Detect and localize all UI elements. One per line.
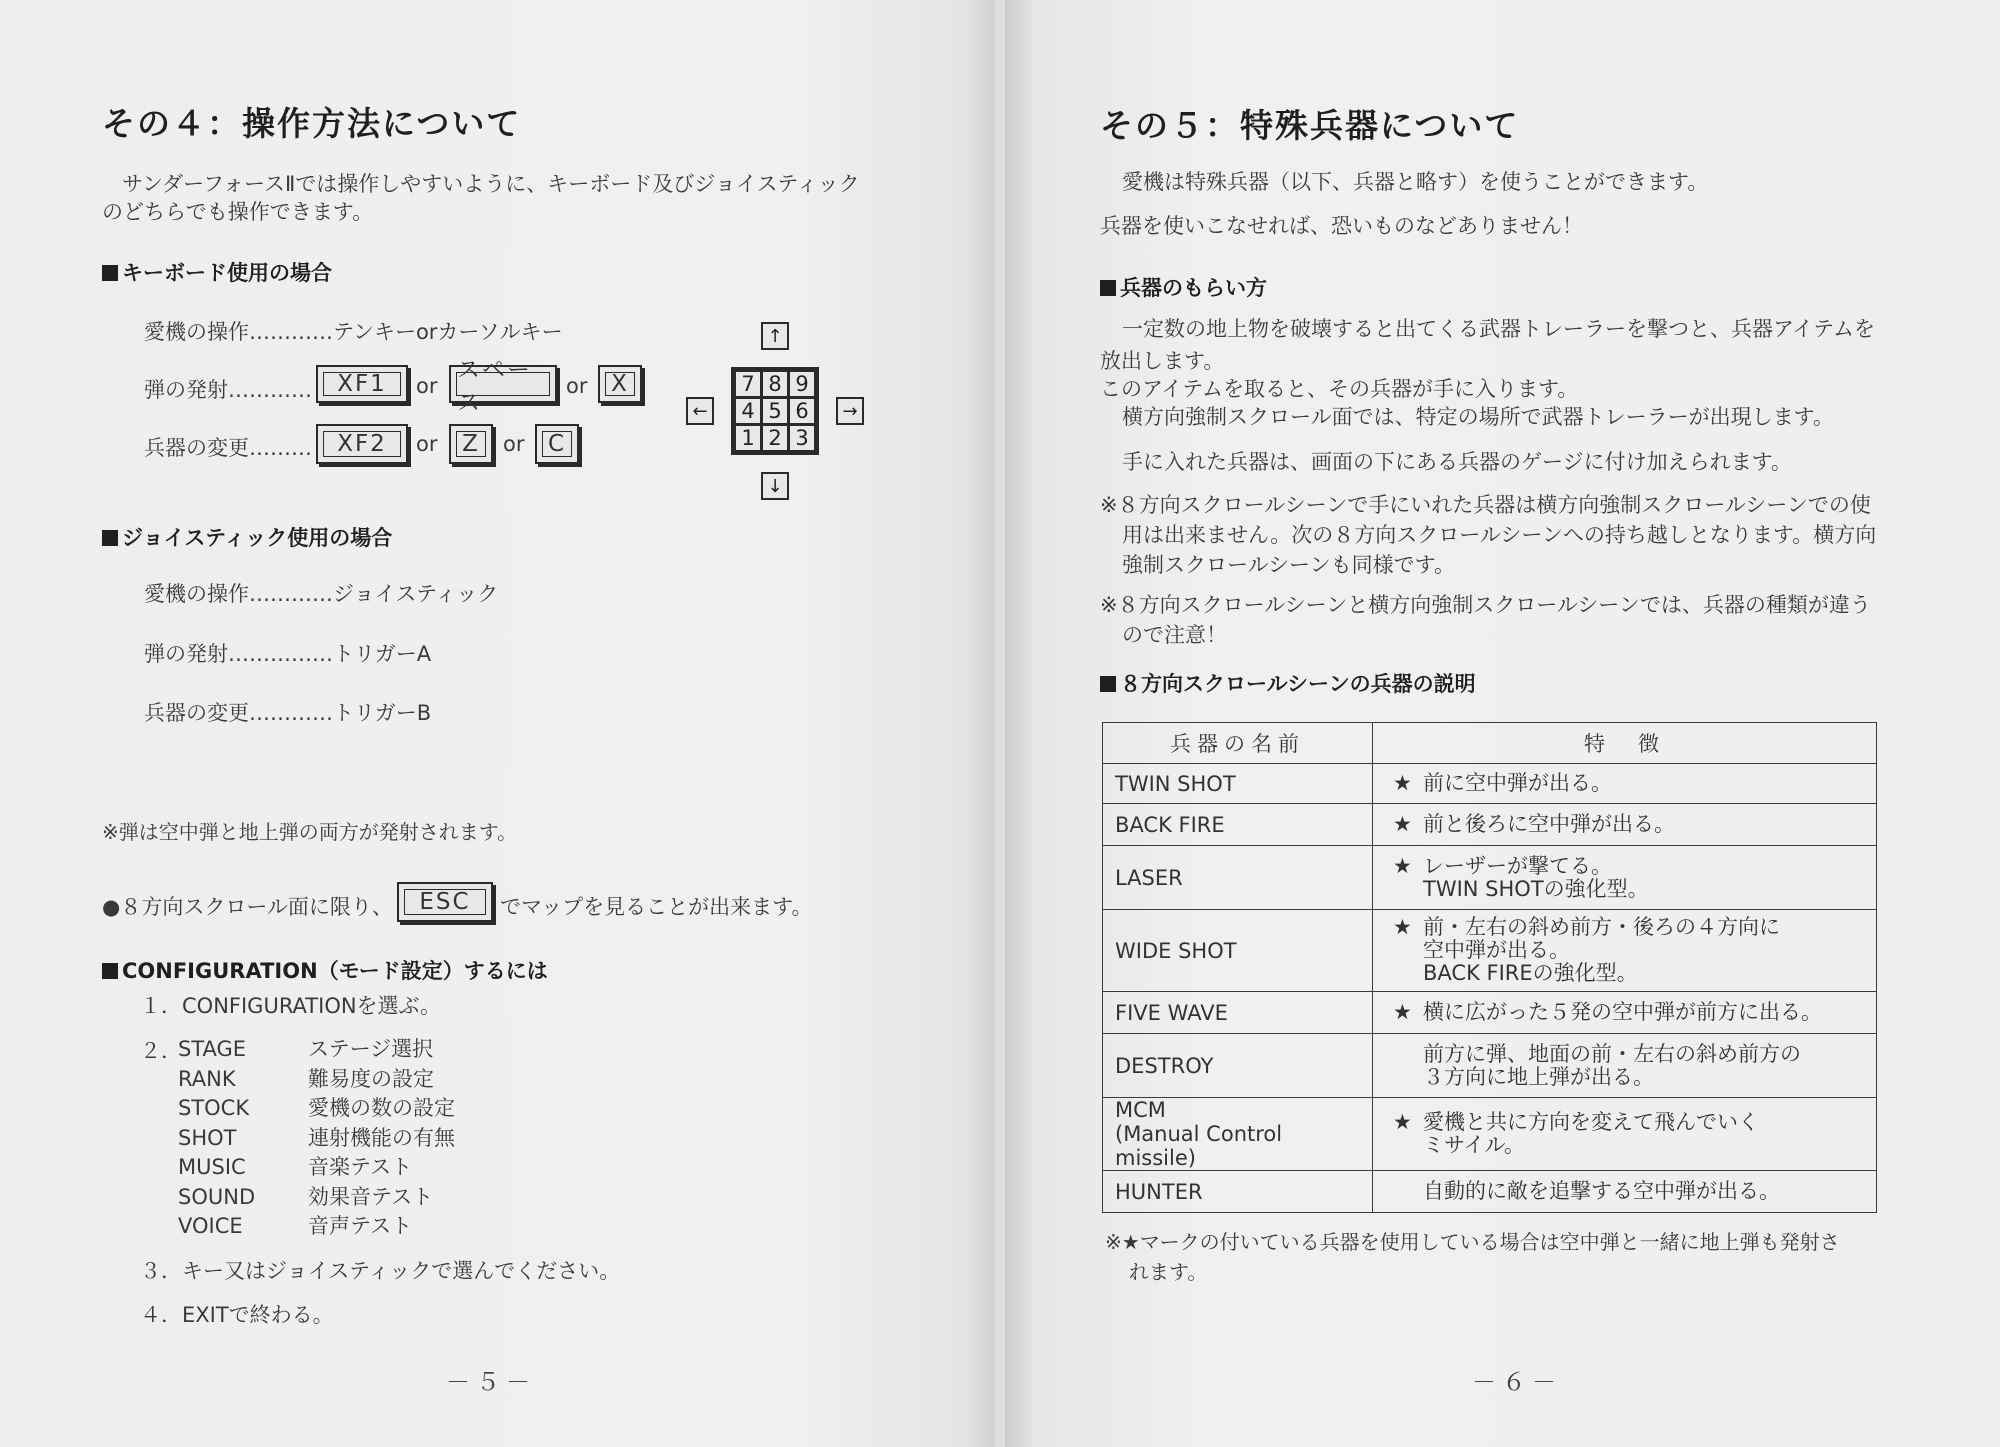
feature-line: 前方に弾、地面の前・左右の斜め前方の [1423,1041,1801,1066]
key-esc-label: ESC [404,889,486,915]
feature-line: 空中弾が出る。 [1423,938,1570,962]
weapon-feature [1373,1098,1877,1171]
square-bullet-icon [102,265,118,281]
keyboard-row-change-label: 兵器の変更……… [144,436,312,460]
intro-line-2: 兵器を使いこなせれば、恐いものなどありません！ [1100,214,1583,238]
key-x [598,365,642,403]
col-header-name: 兵器の名前 [1103,723,1373,764]
how-line: 横方向強制スクロール面では、特定の場所で武器トレーラーが出現します。 [1122,405,1834,429]
weapons-table [1102,722,1877,1213]
note-line: ※８方向スクロールシーンで手にいれた兵器は横方向強制スクロールシーンでの使 [1100,493,1871,517]
arrow-right-icon: → [836,397,864,425]
config-option-descs [308,1035,455,1242]
keyboard-heading-text: キーボード使用の場合 [122,261,332,285]
feature-lines [1423,1043,1801,1089]
square-bullet-icon [1100,676,1116,692]
arrow-down-icon: ↓ [761,472,789,500]
option-name: MUSIC [178,1155,246,1179]
or-text: or [416,432,438,456]
feature-line: BACK FIREの強化型。 [1423,961,1638,985]
option-desc: 音楽テスト [308,1155,413,1179]
table-row [1103,764,1877,804]
intro-line-1: サンダーフォースⅡでは操作しやすいように、キーボード及びジョイスティック [122,172,860,196]
config-heading [102,955,548,985]
how-heading-text: 兵器のもらい方 [1120,276,1267,300]
table-row [1103,910,1877,992]
weapon-name: LASER [1103,846,1373,910]
map-line-pre: ●８方向スクロール面に限り、 [102,895,393,919]
feature-line: 前・左右の斜め前方・後ろの４方向に [1423,915,1780,939]
config-heading-text: CONFIGURATION（モード設定）するには [122,959,548,983]
note-line: 用は出来ません。次の８方向スクロールシーンへの持ち越しとなります。横方向 [1122,523,1877,547]
arrow-up-icon: ↑ [761,322,789,350]
feature-line: 前に空中弾が出る。 [1423,771,1612,795]
table-row [1103,1034,1877,1098]
intro-line-2: のどちらでも操作できます。 [102,200,374,224]
option-name: VOICE [178,1214,243,1238]
option-name: STAGE [178,1037,247,1061]
joystick-row: 弾の発射……………トリガーA [144,642,432,666]
config-step-4: ４．EXITで終わる。 [140,1303,334,1327]
square-bullet-icon [102,963,118,979]
option-name: SOUND [178,1184,256,1209]
page-number: －６－ [1472,1368,1562,1396]
col-header-feature: 特 徴 [1373,723,1877,764]
key-xf2 [316,424,408,464]
feature-lines [1423,916,1780,985]
weapon-name-line: MCM [1115,1098,1166,1122]
key-xf1-label: XF1 [323,372,401,396]
how-line: 一定数の地上物を破壊すると出てくる武器トレーラーを撃つと、兵器アイテムを [1122,317,1876,341]
arrow-left-icon: ← [686,397,714,425]
numpad-diagram [731,367,819,455]
numpad-key: 1 [736,426,760,450]
shot-note: ※弾は空中弾と地上弾の両方が発射されます。 [102,820,518,844]
keyboard-heading [102,257,332,287]
numpad-key: 4 [736,399,760,423]
square-bullet-icon [102,530,118,546]
numpad-key: 8 [763,372,787,396]
joystick-heading [102,522,392,552]
page-6 [1005,0,2000,1447]
weapon-name [1103,1098,1373,1171]
numpad-key: 6 [790,399,814,423]
key-c-label: C [542,431,572,457]
option-name: SHOT [178,1125,237,1150]
feature-line: 自動的に敵を追撃する空中弾が出る。 [1423,1179,1780,1203]
key-xf2-label: XF2 [323,431,401,457]
footnote-line: れます。 [1129,1260,1208,1284]
or-text: or [416,374,438,398]
weapon-feature [1373,1171,1877,1213]
key-c [535,424,579,464]
table-row [1103,846,1877,910]
option-desc: ステージ選択 [308,1037,434,1061]
key-esc [397,882,493,922]
feature-line: レーザーが撃てる。 [1423,853,1612,878]
option-desc: 音声テスト [308,1214,413,1238]
page-title: その５：特殊兵器について [1100,106,1520,145]
or-text: or [566,374,588,398]
numpad-key: 5 [763,399,787,423]
feature-line: ミサイル。 [1423,1133,1525,1157]
feature-line: 横に広がった５発の空中弾が前方に出る。 [1423,1000,1822,1024]
numpad-key: 3 [790,426,814,450]
how-line: 手に入れた兵器は、画面の下にある兵器のゲージに付け加えられます。 [1122,450,1792,474]
feature-line: 愛機と共に方向を変えて飛んでいく [1423,1110,1759,1134]
weapon-feature [1373,1034,1877,1098]
keyboard-row-fire-label: 弾の発射………… [144,378,312,402]
star-icon: ★ [1393,1000,1412,1024]
numpad-key: 2 [763,426,787,450]
weapon-feature [1373,764,1877,804]
weapon-name: HUNTER [1103,1171,1373,1213]
note-line: ので注意！ [1122,623,1227,647]
how-heading [1100,272,1267,302]
key-space [449,357,557,416]
star-icon: ★ [1393,812,1412,836]
table-row [1103,804,1877,846]
joystick-row: 愛機の操作…………ジョイスティック [144,582,499,606]
config-step-3: ３．キー又はジョイスティックで選んでください。 [140,1259,621,1283]
option-desc: 連射機能の有無 [308,1125,455,1150]
note-8way-carryover [1100,490,1876,580]
weapon-name: TWIN SHOT [1103,764,1373,804]
star-footnote [1105,1227,1840,1287]
star-icon: ★ [1393,771,1412,795]
table-heading-text: ８方向スクロールシーンの兵器の説明 [1120,672,1476,696]
table-row [1103,1171,1877,1213]
square-bullet-icon [1100,280,1116,296]
config-step-1: １．CONFIGURATIONを選ぶ。 [140,994,441,1018]
star-icon: ★ [1393,853,1412,878]
weapon-name: DESTROY [1103,1034,1373,1098]
weapon-name: FIVE WAVE [1103,992,1373,1034]
map-line-post: でマップを見ることが出来ます。 [500,895,813,919]
table-heading [1100,668,1476,698]
option-name: STOCK [178,1096,250,1120]
star-icon: ★ [1393,915,1412,939]
how-line: このアイテムを取ると、その兵器が手に入ります。 [1100,377,1579,401]
or-text: or [503,432,525,456]
footnote-line: ※★マークの付いている兵器を使用している場合は空中弾と一緒に地上弾も発射さ [1105,1230,1840,1254]
joystick-heading-text: ジョイスティック使用の場合 [122,526,393,550]
weapon-name: BACK FIRE [1103,804,1373,846]
numpad-key: 7 [736,372,760,396]
option-desc: 効果音テスト [308,1184,434,1209]
weapon-feature [1373,846,1877,910]
config-option-names [178,1035,255,1242]
page-title: その４：操作方法について [102,104,522,143]
option-desc: 難易度の設定 [308,1066,434,1091]
key-z-label: Z [456,431,486,457]
feature-line: 前と後ろに空中弾が出る。 [1423,812,1675,836]
note-line: 強制スクロールシーンも同様です。 [1122,553,1455,577]
keyboard-row-move: 愛機の操作…………テンキーorカーソルキー [144,320,563,344]
weapon-feature [1373,992,1877,1034]
config-step-2-num: ２． [140,1039,182,1063]
weapon-name-line: (Manual Control missile) [1115,1122,1283,1170]
key-x-label: X [605,372,635,396]
page-5 [0,0,995,1447]
page-number: －５－ [446,1368,536,1396]
joystick-row: 兵器の変更…………トリガーB [144,701,432,725]
note-line: ※８方向スクロールシーンと横方向強制スクロールシーンでは、兵器の種類が違う [1100,593,1871,617]
option-name: RANK [178,1066,236,1091]
note-weapon-types [1100,590,1871,650]
numpad-key: 9 [790,372,814,396]
weapon-name: WIDE SHOT [1103,910,1373,992]
key-xf1 [316,365,408,403]
key-space-label: スペース [456,372,550,396]
key-z [449,424,493,464]
feature-line: TWIN SHOTの強化型。 [1423,876,1649,901]
option-desc: 愛機の数の設定 [308,1096,455,1120]
table-row [1103,992,1877,1034]
table-header-row [1103,723,1877,764]
feature-lines [1423,855,1649,901]
how-line: 放出します。 [1100,349,1225,373]
table-row [1103,1098,1877,1171]
weapon-feature [1373,804,1877,846]
star-icon: ★ [1393,1110,1412,1134]
feature-lines [1423,1111,1759,1157]
weapon-feature [1373,910,1877,992]
feature-line: ３方向に地上弾が出る。 [1423,1064,1654,1089]
intro-line-1: 愛機は特殊兵器（以下、兵器と略す）を使うことができます。 [1122,170,1709,194]
